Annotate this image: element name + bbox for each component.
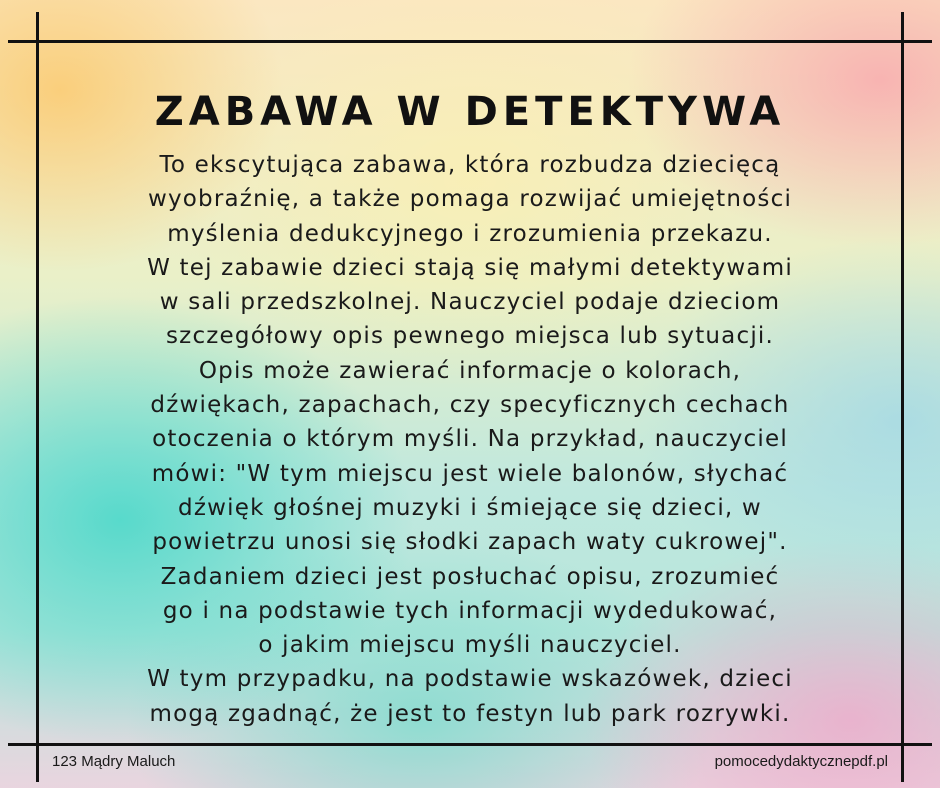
frame-right-line bbox=[901, 12, 904, 782]
text-line: mówi: "W tym miejscu jest wiele balonów, słychać bbox=[151, 460, 789, 487]
text-line: w sali przedszkolnej. Nauczyciel podaje dzieciom bbox=[159, 289, 781, 316]
text-line: powietrzu unosi się słodki zapach waty cukrowej". bbox=[152, 529, 788, 556]
text-line: Opis może zawierać informacje o kolorach, bbox=[198, 357, 742, 384]
text-line: To ekscytująca zabawa, która rozbudza dziecięcą bbox=[159, 152, 781, 178]
body-text bbox=[44, 148, 896, 731]
text-line: dźwiękach, zapachach, czy specyficznych cechach bbox=[150, 392, 790, 419]
frame-bottom-line bbox=[8, 743, 932, 746]
text-line: myślenia dedukcyjnego i zrozumienia przekazu. bbox=[167, 220, 773, 247]
footer-brand: 123 Mądry Maluch bbox=[52, 753, 176, 770]
text-line: wyobraźnię, a także pomaga rozwijać umiejętności bbox=[147, 186, 793, 213]
text-line: o jakim miejscu myśli nauczyciel. bbox=[258, 632, 682, 659]
page-title: ZABAWA W DETEKTYWA bbox=[154, 88, 786, 135]
text-line: go i na podstawie tych informacji wydedukować, bbox=[162, 597, 778, 624]
frame-top-line bbox=[8, 40, 932, 43]
text-line: W tej zabawie dzieci stają się małymi detektywami bbox=[147, 254, 793, 281]
text-line: W tym przypadku, na podstawie wskazówek, dzieci bbox=[147, 666, 793, 693]
frame-left-line bbox=[36, 12, 39, 782]
text-line: szczegółowy opis pewnego miejsca lub sytuacji. bbox=[165, 323, 775, 350]
text-line: Zadaniem dzieci jest posłuchać opisu, zrozumieć bbox=[160, 563, 780, 590]
text-line: mogą zgadnąć, że jest to festyn lub park rozrywki. bbox=[149, 700, 791, 727]
footer-website: pomocedydaktycznepdf.pl bbox=[714, 753, 888, 770]
text-line: otoczenia o którym myśli. Na przykład, nauczyciel bbox=[152, 426, 788, 453]
text-line: dźwięk głośnej muzyki i śmiejące się dzieci, w bbox=[178, 494, 762, 521]
